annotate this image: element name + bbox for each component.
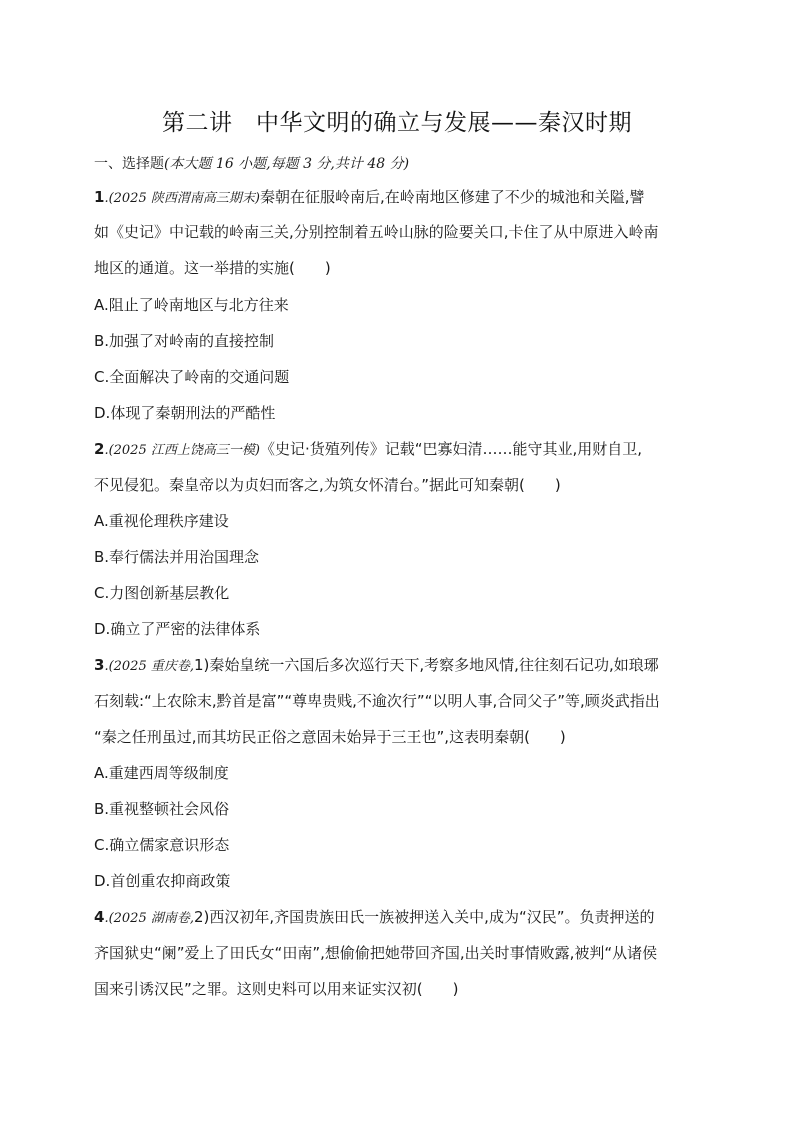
question-source: .(2025 重庆卷,	[104, 659, 194, 674]
section-heading	[94, 153, 409, 173]
question-number: 1	[94, 188, 105, 206]
question-4-line-1	[94, 907, 714, 929]
question-number: 2	[94, 440, 105, 458]
question-3-option-d: D.首创重农抑商政策	[94, 872, 231, 890]
question-2-line-1	[94, 439, 714, 461]
question-1-line-1	[94, 187, 714, 209]
question-number: 3	[94, 656, 105, 674]
question-text: 《史记·货殖列传》记载“巴寡妇清……能守其业,用财自卫,	[259, 440, 643, 458]
question-1-option-c: C.全面解决了岭南的交通问题	[94, 368, 290, 386]
question-3-line-2: 石刻载:“上农除末,黔首是富”“尊卑贵贱,不逾次行”“以明人事,合同父子”等,顾炎武指出	[94, 692, 660, 710]
question-source-tail: 2)	[194, 908, 210, 926]
question-1-line-3: 地区的通道。这一举措的实施( )	[94, 259, 331, 277]
question-1-option-a: A.阻止了岭南地区与北方往来	[94, 296, 289, 314]
question-3-option-b: B.重视整顿社会风俗	[94, 800, 230, 818]
question-text: 西汉初年,齐国贵族田氏一族被押送入关中,成为“汉民”。负责押送的	[209, 908, 655, 926]
question-2-option-d: D.确立了严密的法律体系	[94, 620, 261, 638]
question-3-line-1	[94, 655, 714, 677]
question-1-line-2: 如《史记》中记载的岭南三关,分别控制着五岭山脉的险要关口,卡住了从中原进入岭南	[94, 223, 659, 241]
section-label: 一、选择题	[94, 156, 164, 172]
question-4-line-3: 国来引诱汉民”之罪。这则史料可以用来证实汉初( )	[94, 980, 459, 998]
question-1-option-d: D.体现了秦朝刑法的严酷性	[94, 404, 276, 422]
question-text: 秦始皇统一六国后多次巡行天下,考察多地风情,往往刻石记功,如琅琊	[209, 656, 659, 674]
question-2-option-c: C.力图创新基层教化	[94, 584, 230, 602]
question-2-line-2: 不见侵犯。秦皇帝以为贞妇而客之,为筑女怀清台。”据此可知秦朝( )	[94, 476, 561, 494]
question-source: .(2025 湖南卷,	[104, 911, 194, 926]
question-text: 秦朝在征服岭南后,在岭南地区修建了不少的城池和关隘,譬	[259, 188, 645, 206]
question-2-option-b: B.奉行儒法并用治国理念	[94, 548, 260, 566]
question-number: 4	[94, 908, 105, 926]
question-3-option-c: C.确立儒家意识形态	[94, 836, 230, 854]
section-note: (本大题 16 小题,每题 3 分,共计 48 分)	[164, 156, 410, 172]
question-source: .(2025 陕西渭南高三期末)	[104, 191, 260, 206]
question-4-line-2: 齐国狱史“阑”爱上了田氏女“田南”,想偷偷把她带回齐国,出关时事情败露,被判“从诸侯	[94, 944, 658, 962]
question-2-option-a: A.重视伦理秩序建设	[94, 512, 229, 530]
question-1-option-b: B.加强了对岭南的直接控制	[94, 332, 275, 350]
question-3-line-3: “秦之任刑虽过,而其坊民正俗之意固未始异于三王也”,这表明秦朝( )	[94, 728, 566, 746]
question-3-option-a: A.重建西周等级制度	[94, 764, 229, 782]
question-source-tail: 1)	[194, 656, 210, 674]
page-title: 第二讲 中华文明的确立与发展——秦汉时期	[162, 110, 632, 136]
question-source: .(2025 江西上饶高三一模)	[104, 443, 260, 458]
